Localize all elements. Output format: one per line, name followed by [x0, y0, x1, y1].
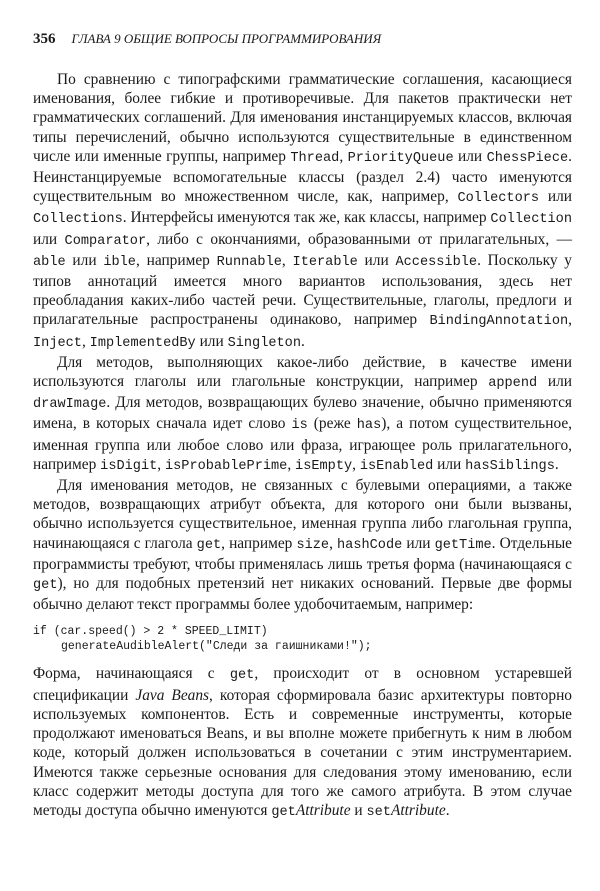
code-term: Collections [33, 212, 123, 228]
paragraph-naming-types [33, 70, 572, 353]
text-run: , происходит от в основном устаревшей спецификации [33, 665, 573, 704]
text-run: Для именования методов, не связанных с булевыми операциями, а также методов, возвращающих атрибут объекта, для которого они были вызваны, обычно используется существительное, именная группа либо глагольная группа, начинающаяся с глагола [33, 477, 572, 552]
code-term: get [229, 668, 255, 684]
code-line: generateAudibleAlert("Следи за гаишниками!"); [61, 640, 372, 654]
text-run: . [554, 455, 559, 473]
code-term: PriorityQueue [347, 150, 454, 166]
code-term: Thread [290, 150, 340, 166]
code-term: set [366, 804, 391, 820]
text-run: . Для методов, возвращающих булево значение, обычно применяются имена, в которых сначала идет слово [33, 394, 572, 433]
text-run: или [33, 230, 65, 248]
text-run: . [445, 801, 450, 819]
text-run: , [157, 455, 165, 473]
text-run: . Неинстанцируемые вспомогательные классы (раздел 2.4) часто именуются существительным во множественном числе, как, например, [33, 147, 573, 206]
text-run: , [81, 332, 90, 350]
code-term: get [196, 537, 222, 553]
code-term: isDigit [100, 458, 158, 474]
text-run: или [402, 534, 435, 552]
text-run: Форма, начинающаяся с [33, 665, 230, 683]
code-term: is [291, 418, 308, 434]
text-run: , [339, 147, 348, 165]
chapter-title: ГЛАВА 9 ОБЩИЕ ВОПРОСЫ ПРОГРАММИРОВАНИЯ [71, 31, 382, 46]
code-term: Inject [33, 335, 82, 351]
paragraph-naming-getters [33, 476, 572, 614]
code-term: ible [103, 254, 136, 270]
code-term: isEmpty [295, 458, 353, 474]
running-header [33, 31, 573, 47]
code-term: ImplementedBy [89, 335, 196, 351]
text-run: , либо с окончаниями, образованными от прилагательных, — [146, 230, 572, 248]
code-term: hasSiblings [465, 458, 555, 474]
code-term: ChessPiece [486, 150, 569, 166]
text-run: , например [221, 534, 297, 552]
paragraph-naming-action-methods [33, 353, 572, 476]
code-term: drawImage [33, 397, 107, 413]
code-term: append [488, 376, 538, 392]
text-run: или [433, 455, 466, 473]
text-run: , [287, 455, 296, 473]
page-number: 356 [33, 31, 56, 47]
code-term: Collectors [457, 191, 540, 207]
emphasis: Java Beans [135, 686, 210, 704]
text-run: или [539, 188, 572, 206]
text-run: , [281, 251, 293, 269]
code-term: getTime [434, 537, 492, 553]
text-run: , [329, 534, 337, 552]
emphasis: Attribute [390, 801, 446, 819]
text-run: , например [135, 251, 217, 269]
text-run: и [350, 801, 367, 819]
text-run: или [65, 251, 104, 269]
text-run: (реже [307, 415, 357, 433]
page-body [33, 70, 572, 822]
emphasis: Attribute [295, 801, 351, 819]
text-run: . Отдельные программисты требуют, чтобы применялась лишь третья форма (начинающаяся с [33, 534, 572, 573]
code-term: Singleton [227, 335, 301, 351]
paragraph-java-beans [33, 664, 572, 822]
code-term: Comparator [64, 233, 147, 249]
text-run: , [352, 455, 360, 473]
code-term: get [271, 804, 296, 820]
code-term: Collection [490, 212, 572, 228]
text-run: . [301, 332, 305, 350]
code-example [33, 624, 572, 654]
text-run: или [195, 332, 228, 350]
code-term: isProbablePrime [164, 458, 288, 474]
text-run: ), а потом существительное, именная группа или любое слово или фраза, играющее роль прилагательного, например [33, 415, 573, 473]
code-line: if (car.speed() > 2 * SPEED_LIMIT) [33, 625, 268, 639]
text-run: По сравнению с типографскими грамматические соглашения, касающиеся именования, более гибкие и противоречивые. Для пакетов практически нет грамматических соглашений. Для именования инстанцируемых классов, включая типы перечислений, обычно используются существительные в единственном числе или именные группы, например [33, 71, 572, 165]
text-run: ), но для подобных претензий нет никаких оснований. Первые две формы обычно делают текст программы более удобочитаемым, например: [33, 575, 572, 614]
text-run: , [568, 311, 572, 329]
code-term: get [33, 578, 58, 594]
code-term: Accessible [395, 254, 478, 270]
code-term: isEnabled [359, 458, 434, 474]
code-term: BindingAnnotation [429, 314, 569, 330]
text-run: , которая сформировала базис архитектуры повторно используемых компонентов. Есть и современные инструменты, которые продолжают именоваться Beans, и вы вполне можете прибегнуть к ним в любом коде, который должен использоваться в сочетании с этим инструментарием. Имеются также серьезные основания для следования этому именованию, если класс содержит методы доступа для того же самого атрибута. В этом случае методы доступа обычно именуются [33, 686, 572, 819]
text-run: . Поскольку у типов аннотаций имеется много вариантов использования, здесь нет преобладания каких-либо частей речи. Существительные, глаголы, предлоги и прилагательные распространены одинаково, например [33, 251, 572, 329]
text-run: Для методов, выполняющих какое-либо действие, в качестве имени используются глаголы или глагольные конструкции, например [33, 353, 572, 391]
code-term: able [33, 254, 66, 270]
code-term: size [296, 537, 330, 553]
code-term: Iterable [292, 254, 358, 270]
code-term: hashCode [337, 537, 403, 553]
code-term: Runnable [216, 254, 282, 270]
code-term: has [356, 418, 382, 434]
text-run: или [453, 147, 487, 165]
text-run: или [537, 373, 572, 391]
text-run: или [357, 251, 396, 269]
text-run: . Интерфейсы именуются так же, как классы, например [122, 209, 491, 227]
